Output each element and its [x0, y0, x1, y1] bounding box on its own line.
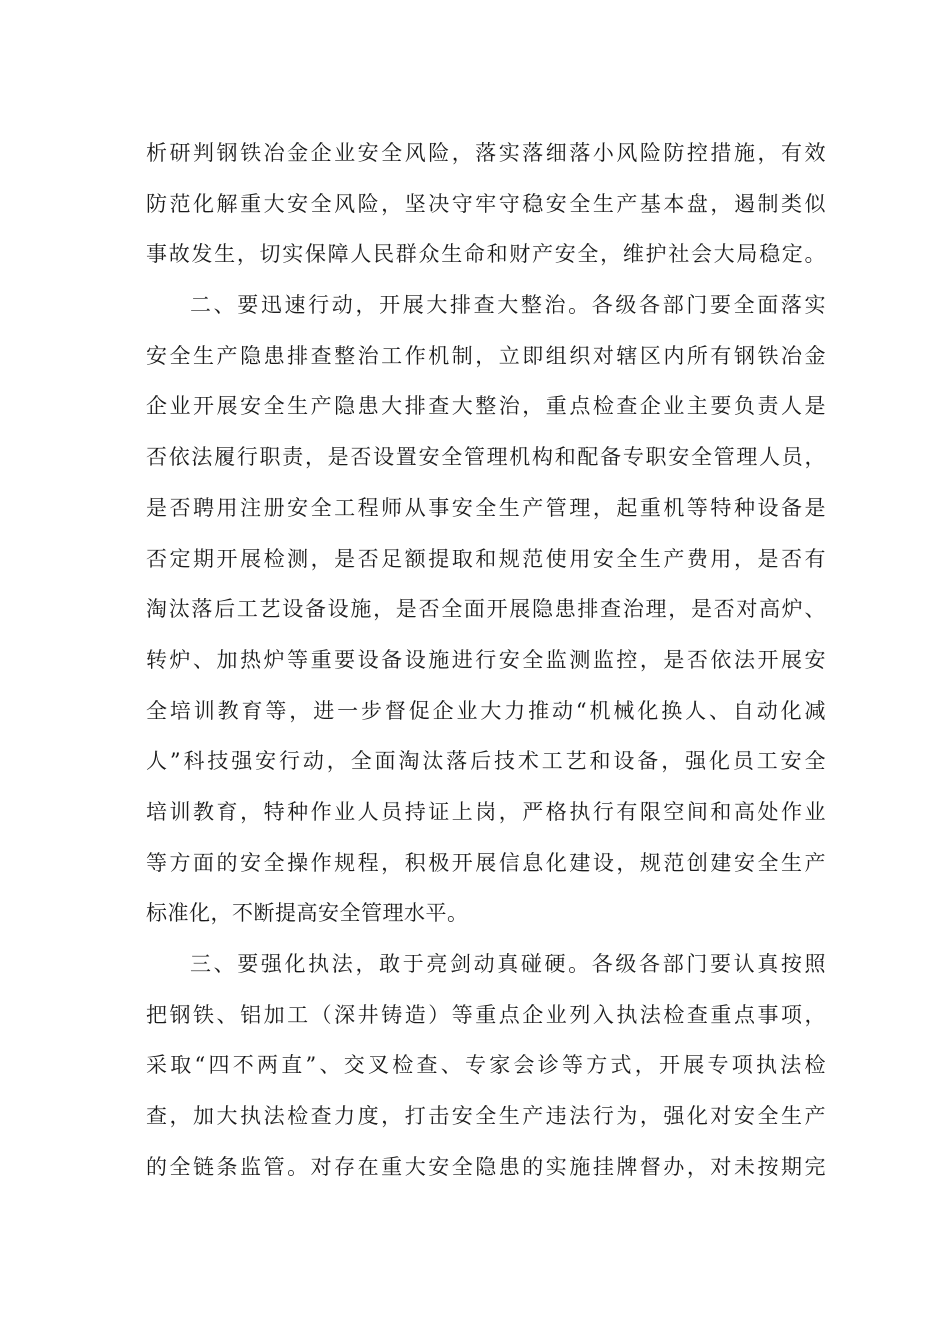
text-line: 防范化解重大安全风险，坚决守牢守稳安全生产基本盘，遏制类似	[146, 191, 826, 216]
text-line: 否定期开展检测，是否足额提取和规范使用安全生产费用，是否有	[146, 546, 826, 571]
text-line: 培训教育，特种作业人员持证上岗，严格执行有限空间和高处作业	[146, 799, 826, 824]
text-line: 查，加大执法检查力度，打击安全生产违法行为，强化对安全生产	[146, 1104, 826, 1129]
text-line: 全培训教育等，进一步督促企业大力推动“机械化换人、自动化减	[146, 698, 826, 723]
paragraph-2	[146, 285, 826, 944]
paragraph-3	[146, 944, 826, 1197]
paragraph-1	[146, 133, 826, 285]
text-line: 否依法履行职责，是否设置安全管理机构和配备专职安全管理人员，	[146, 445, 826, 470]
text-line: 析研判钢铁冶金企业安全风险，落实落细落小风险防控措施，有效	[146, 141, 826, 165]
text-line: 事故发生，切实保障人民群众生命和财产安全，维护社会大局稳定。	[146, 242, 826, 267]
text-line: 企业开展安全生产隐患大排查大整治，重点检查企业主要负责人是	[146, 394, 826, 419]
text-line: 转炉、加热炉等重要设备设施进行安全监测监控，是否依法开展安	[146, 647, 826, 672]
text-line: 采取“四不两直”、交叉检查、专家会诊等方式，开展专项执法检	[146, 1053, 826, 1078]
text-line: 的全链条监管。对存在重大安全隐患的实施挂牌督办，对未按期完	[146, 1154, 826, 1179]
text-line: 等方面的安全操作规程，积极开展信息化建设，规范创建安全生产	[146, 850, 826, 875]
text-line: 三、要强化执法，敢于亮剑动真碰硬。各级各部门要认真按照	[190, 952, 826, 976]
text-line: 淘汰落后工艺设备设施，是否全面开展隐患排查治理，是否对高炉、	[146, 597, 826, 622]
text-line: 安全生产隐患排查整治工作机制，立即组织对辖区内所有钢铁冶金	[146, 343, 826, 368]
text-line: 人”科技强安行动，全面淘汰落后技术工艺和设备，强化员工安全	[146, 749, 826, 774]
text-line: 标准化，不断提高安全管理水平。	[146, 901, 469, 926]
text-line: 把钢铁、铝加工（深井铸造）等重点企业列入执法检查重点事项，	[146, 1002, 826, 1027]
document-body	[146, 133, 826, 1197]
text-line: 是否聘用注册安全工程师从事安全生产管理，起重机等特种设备是	[146, 495, 826, 520]
text-line: 二、要迅速行动，开展大排查大整治。各级各部门要全面落实	[190, 293, 826, 318]
